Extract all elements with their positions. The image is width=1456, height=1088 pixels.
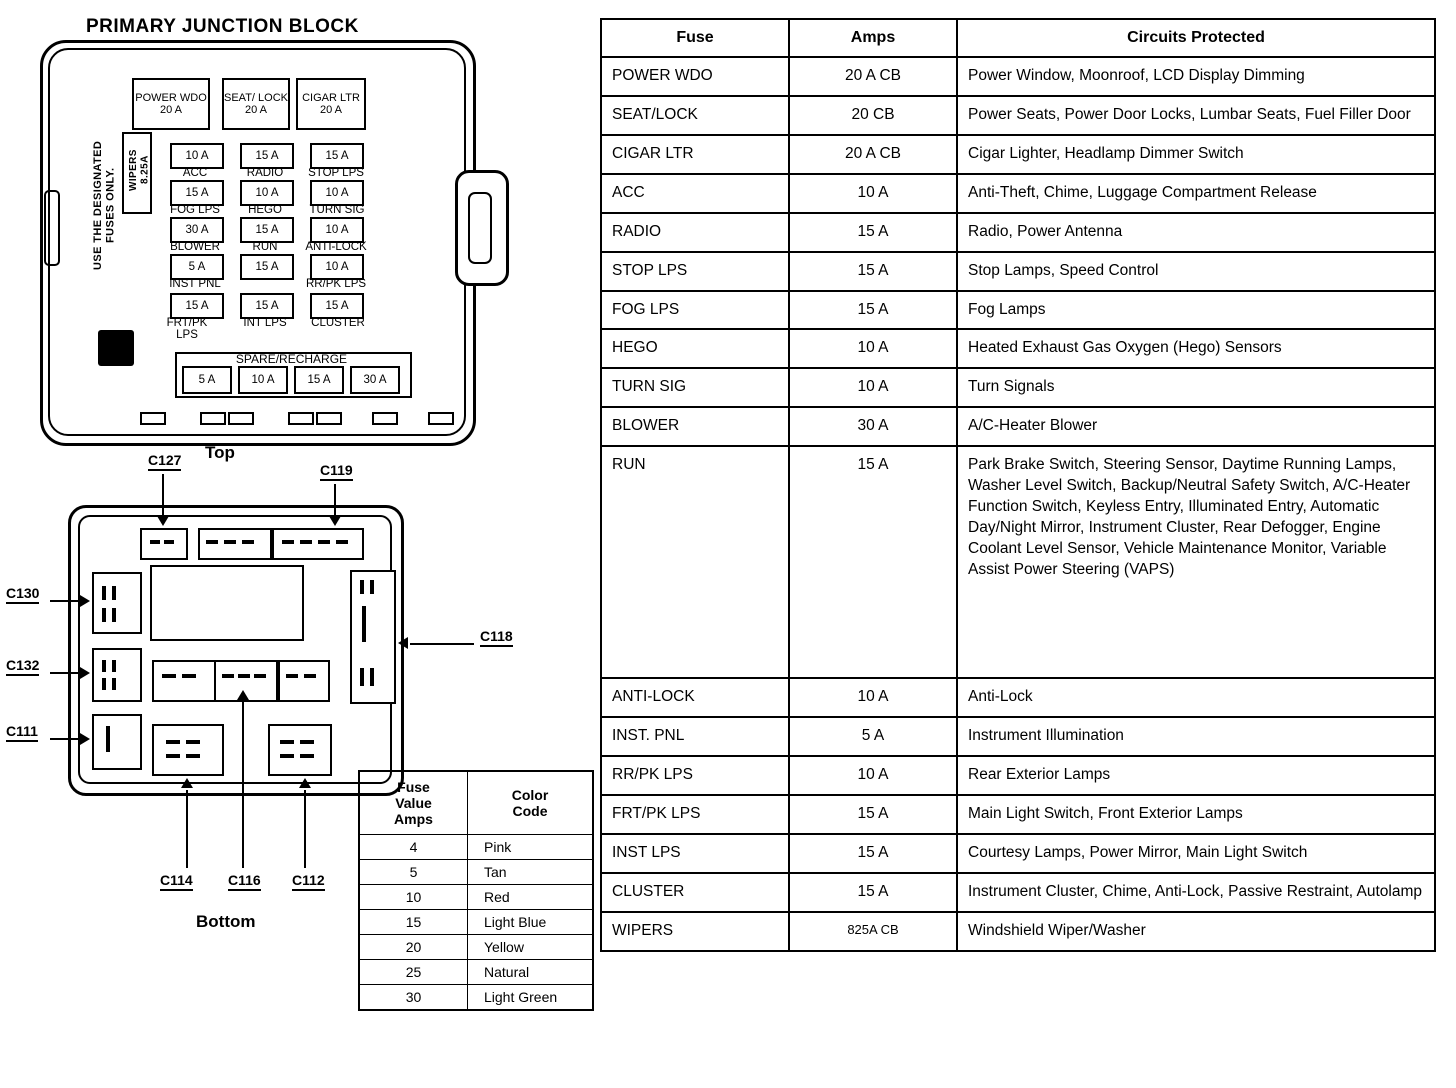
connector-label-c116: C116	[228, 872, 261, 891]
header-line: Fuse	[397, 779, 430, 795]
connector-c119-body	[272, 528, 364, 560]
connector-pin	[300, 540, 312, 544]
connector-pin	[112, 660, 116, 672]
connector-pin	[186, 740, 200, 744]
fuse-cell	[310, 143, 364, 169]
leader-line	[186, 790, 188, 868]
cell-fuse: FRT/PK LPS	[601, 795, 789, 834]
fuse-cell-amps: 15 A	[185, 186, 209, 199]
cell-fuse: ANTI-LOCK	[601, 678, 789, 717]
table-row	[359, 885, 593, 910]
cell-fuse: RR/PK LPS	[601, 756, 789, 795]
header-line: Value	[395, 795, 432, 812]
table-row	[359, 985, 593, 1011]
color-row-value: 20	[359, 935, 468, 960]
arrowhead	[157, 516, 169, 526]
fuse-cell-amps: 10 A	[255, 186, 279, 199]
cell-fuse: RUN	[601, 446, 789, 678]
color-row-value: 10	[359, 885, 468, 910]
fuse-cell-label: INT LPS	[243, 317, 287, 329]
arrowhead	[181, 778, 193, 788]
cell-fuse: INST. PNL	[601, 717, 789, 756]
connector-pin	[282, 540, 294, 544]
fuse-cell	[310, 293, 364, 319]
fuse-cell-label: HEGO	[248, 204, 282, 216]
fuse-cell	[170, 180, 224, 206]
cell-fuse: SEAT/LOCK	[601, 96, 789, 135]
cell-amps: 10 A	[789, 174, 957, 213]
cell-amps: 30 A	[789, 407, 957, 446]
fuse-cell	[240, 180, 294, 206]
cell-fuse: CIGAR LTR	[601, 135, 789, 174]
table-row	[359, 860, 593, 885]
table-row	[601, 795, 1435, 834]
connector-pin	[254, 674, 266, 678]
leader-line	[162, 474, 164, 518]
fuse-cell-amps: 30 A	[185, 223, 209, 236]
connector-pin	[362, 606, 366, 642]
connector-pin	[102, 678, 106, 690]
connector-pin	[166, 740, 180, 744]
cell-amps: 15 A	[789, 873, 957, 912]
connector-pin	[370, 580, 374, 594]
cell-circuits: Park Brake Switch, Steering Sensor, Daytime Running Lamps, Washer Level Switch, Backup/Neutral Safety Switch, A/C-Heater Function Switch, Keyless Entry, Illuminated Entry, Automatic Day/Night Mirror, Instrument Cluster, Rear Defogger, Engine Coolant Level Sensor, Vehicle Maintenance Monitor, Variable Assist Power Steering (VAPS)	[957, 446, 1435, 678]
connector-label-c114: C114	[160, 872, 193, 891]
column-header-fuse: Fuse	[601, 19, 789, 57]
connector-c132-body	[92, 648, 142, 702]
connector-pin	[112, 678, 116, 690]
fuse-circuits-table	[600, 18, 1436, 952]
primary-junction-block-diagram	[0, 0, 600, 1088]
arrowhead	[329, 516, 341, 526]
table-row	[601, 873, 1435, 912]
fuse-power-wdo-amps: 20 A	[159, 104, 183, 116]
leader-line	[242, 702, 244, 868]
junction-block-foot	[228, 412, 254, 425]
connector-pin	[280, 740, 294, 744]
cell-amps: 5 A	[789, 717, 957, 756]
connector-label-c130: C130	[6, 585, 39, 604]
cell-circuits: Stop Lamps, Speed Control	[957, 252, 1435, 291]
cell-amps: 10 A	[789, 678, 957, 717]
fuse-cell	[240, 143, 294, 169]
spare-cell-value: 15 A	[307, 374, 331, 386]
connector-label-c127: C127	[148, 452, 181, 471]
cell-fuse: FOG LPS	[601, 291, 789, 330]
color-row-color: Red	[468, 885, 594, 910]
connector-pin	[300, 740, 314, 744]
fuse-cell	[240, 254, 294, 280]
fuse-cell	[170, 217, 224, 243]
connector-c130-body	[92, 572, 142, 634]
connector-pin	[224, 540, 236, 544]
spare-cell	[350, 366, 400, 394]
connector-pin	[300, 754, 314, 758]
connector-pin	[242, 540, 254, 544]
color-row-color: Natural	[468, 960, 594, 985]
bottom-view-caption: Bottom	[196, 912, 256, 931]
leader-line	[410, 643, 474, 645]
cell-fuse: BLOWER	[601, 407, 789, 446]
cell-circuits: Anti-Theft, Chime, Luggage Compartment Release	[957, 174, 1435, 213]
connector-pin	[102, 608, 106, 622]
fuse-cell	[310, 180, 364, 206]
cell-amps: 20 A CB	[789, 57, 957, 96]
connector-pin	[336, 540, 348, 544]
cell-circuits: Cigar Lighter, Headlamp Dimmer Switch	[957, 135, 1435, 174]
table-row	[601, 57, 1435, 96]
connector-c111-body	[92, 714, 142, 770]
fuse-cell-amps: 5 A	[188, 260, 206, 273]
junction-block-foot	[140, 412, 166, 425]
color-row-value: 5	[359, 860, 468, 885]
table-row	[359, 910, 593, 935]
cell-circuits: Rear Exterior Lamps	[957, 756, 1435, 795]
arrowhead	[398, 637, 408, 649]
table-row	[601, 912, 1435, 951]
color-row-color: Yellow	[468, 935, 594, 960]
page-title: PRIMARY JUNCTION BLOCK	[86, 16, 359, 37]
cell-fuse: HEGO	[601, 329, 789, 368]
connector-pin	[304, 674, 316, 678]
junction-block-foot	[316, 412, 342, 425]
cell-circuits: A/C-Heater Blower	[957, 407, 1435, 446]
table-row	[601, 252, 1435, 291]
fuse-color-code-table	[358, 770, 594, 1011]
connector-mid-right-body	[278, 660, 330, 702]
arrowhead	[299, 778, 311, 788]
table-row	[601, 291, 1435, 330]
fuse-cell	[240, 217, 294, 243]
table-header-row	[601, 19, 1435, 57]
arrowhead	[80, 595, 90, 607]
arrowhead	[80, 667, 90, 679]
fuse-cell-amps: 10 A	[185, 149, 209, 162]
fuse-cell-label: INST PNL	[169, 278, 221, 290]
fuse-cell-label: RR/PK LPS	[305, 278, 367, 290]
connector-label-c111: C111	[6, 723, 38, 742]
header-line: Amps	[394, 811, 433, 828]
leader-line	[50, 738, 82, 740]
connector-pin	[106, 726, 110, 752]
table-row	[601, 678, 1435, 717]
connector-pin	[186, 754, 200, 758]
bottom-center-plate	[150, 565, 304, 641]
cell-fuse: INST LPS	[601, 834, 789, 873]
connector-c114-body	[152, 724, 224, 776]
cell-circuits: Fog Lamps	[957, 291, 1435, 330]
arrowhead	[237, 690, 249, 700]
spare-cell-value: 30 A	[363, 374, 387, 386]
connector-label-c118: C118	[480, 628, 513, 647]
cell-amps: 15 A	[789, 795, 957, 834]
cell-circuits: Turn Signals	[957, 368, 1435, 407]
connector-pin	[112, 586, 116, 600]
connector-mid-left-body	[152, 660, 216, 702]
connector-pin	[286, 674, 298, 678]
color-row-value: 15	[359, 910, 468, 935]
connector-label-c119: C119	[320, 462, 353, 481]
header-line: Code	[512, 803, 548, 820]
color-row-color: Tan	[468, 860, 594, 885]
cell-amps: 15 A	[789, 446, 957, 678]
arrowhead	[80, 733, 90, 745]
fuse-cell-label: ACC	[182, 167, 208, 179]
connector-label-c112: C112	[292, 872, 325, 891]
column-header-amps: Amps	[789, 19, 957, 57]
spare-cell	[294, 366, 344, 394]
cell-circuits: Instrument Cluster, Chime, Anti-Lock, Passive Restraint, Autolamp	[957, 873, 1435, 912]
fuse-cell-amps: 10 A	[325, 260, 349, 273]
color-row-value: 25	[359, 960, 468, 985]
color-row-color: Pink	[468, 835, 594, 860]
top-view-caption: Top	[205, 443, 235, 462]
cell-circuits: Power Seats, Power Door Locks, Lumbar Seats, Fuel Filler Door	[957, 96, 1435, 135]
connector-pin	[206, 540, 218, 544]
cell-circuits: Main Light Switch, Front Exterior Lamps	[957, 795, 1435, 834]
junction-block-foot	[288, 412, 314, 425]
table-row	[601, 407, 1435, 446]
junction-block-foot	[372, 412, 398, 425]
fuse-cell-amps: 15 A	[325, 299, 349, 312]
connector-c112-body	[268, 724, 332, 776]
fuse-cell-amps: 15 A	[255, 260, 279, 273]
fuse-cell-label: RADIO	[246, 167, 284, 179]
cell-circuits: Heated Exhaust Gas Oxygen (Hego) Sensors	[957, 329, 1435, 368]
spare-cell	[238, 366, 288, 394]
cell-circuits: Courtesy Lamps, Power Mirror, Main Light Switch	[957, 834, 1435, 873]
table-row	[359, 960, 593, 985]
fuse-seat-lock-label: SEAT/ LOCK	[224, 92, 288, 105]
cell-circuits: Instrument Illumination	[957, 717, 1435, 756]
fuse-cell	[170, 293, 224, 319]
connector-pin	[102, 660, 106, 672]
table-row	[601, 368, 1435, 407]
connector-pin	[360, 668, 364, 686]
fuse-cell-label: ANTI-LOCK	[305, 241, 367, 253]
fuse-cell	[240, 293, 294, 319]
leader-line	[50, 600, 82, 602]
fuse-cigar-ltr-amps: 20 A	[319, 104, 343, 116]
fuse-cell-label: TURN SIG	[309, 204, 365, 216]
table-row	[601, 717, 1435, 756]
cell-fuse: TURN SIG	[601, 368, 789, 407]
spare-cell	[182, 366, 232, 394]
wipers-fuse-label: WIPERS 8.25A	[128, 149, 151, 191]
junction-block-left-slot	[44, 190, 60, 266]
connector-pin	[164, 540, 174, 544]
connector-pin	[162, 674, 176, 678]
column-header-circuits: Circuits Protected	[957, 19, 1435, 57]
table-header-row	[359, 771, 593, 835]
table-row	[601, 96, 1435, 135]
connector-label-c132: C132	[6, 657, 39, 676]
connector-pin	[222, 674, 234, 678]
junction-block-connector-block	[98, 330, 134, 366]
cell-amps: 15 A	[789, 252, 957, 291]
fuse-cell-label: BLOWER	[170, 241, 220, 253]
cell-circuits: Radio, Power Antenna	[957, 213, 1435, 252]
cell-amps: 15 A	[789, 213, 957, 252]
fuse-cell-amps: 15 A	[185, 299, 209, 312]
cell-circuits: Power Window, Moonroof, LCD Display Dimming	[957, 57, 1435, 96]
junction-block-right-tab-slot	[468, 192, 492, 264]
cell-fuse: ACC	[601, 174, 789, 213]
color-row-color: Light Blue	[468, 910, 594, 935]
table-row	[601, 329, 1435, 368]
table-row	[359, 835, 593, 860]
cell-circuits: Anti-Lock	[957, 678, 1435, 717]
fuse-cell	[310, 254, 364, 280]
fuse-cell-amps: 10 A	[325, 223, 349, 236]
connector-pin	[102, 586, 106, 600]
cell-fuse: STOP LPS	[601, 252, 789, 291]
table-row	[601, 756, 1435, 795]
connector-pin	[360, 580, 364, 594]
fuse-cell-amps: 15 A	[255, 149, 279, 162]
cell-amps: 825A CB	[789, 912, 957, 951]
connector-pin	[112, 608, 116, 622]
cell-amps: 10 A	[789, 756, 957, 795]
fuse-cell-amps: 15 A	[325, 149, 349, 162]
table-row	[601, 446, 1435, 678]
fuse-cell	[310, 217, 364, 243]
color-row-value: 30	[359, 985, 468, 1011]
fuse-cell-label: RUN	[252, 241, 278, 253]
cell-fuse: POWER WDO	[601, 57, 789, 96]
fuse-cell-label: FRT/PK LPS	[166, 317, 208, 342]
color-row-color: Light Green	[468, 985, 594, 1011]
connector-top-mid-body	[198, 528, 272, 560]
spare-cell-value: 10 A	[251, 374, 275, 386]
leader-line	[50, 672, 82, 674]
connector-pin	[150, 540, 160, 544]
cell-amps: 15 A	[789, 291, 957, 330]
spare-recharge-label: SPARE/RECHARGE	[235, 352, 348, 366]
fuse-cell-label: CLUSTER	[311, 317, 365, 329]
connector-pin	[166, 754, 180, 758]
junction-block-foot	[200, 412, 226, 425]
table-row	[359, 935, 593, 960]
cell-amps: 20 CB	[789, 96, 957, 135]
table-row	[601, 174, 1435, 213]
connector-pin	[280, 754, 294, 758]
fuse-power-wdo	[132, 78, 210, 130]
fuse-cell	[170, 254, 224, 280]
cell-fuse: WIPERS	[601, 912, 789, 951]
fuse-cell-label: STOP LPS	[308, 167, 364, 179]
cell-fuse: RADIO	[601, 213, 789, 252]
color-row-value: 4	[359, 835, 468, 860]
fuse-cell-label: FOG LPS	[170, 204, 220, 216]
connector-pin	[238, 674, 250, 678]
fuse-cigar-ltr	[296, 78, 366, 130]
table-row	[601, 213, 1435, 252]
cell-amps: 10 A	[789, 368, 957, 407]
cell-amps: 15 A	[789, 834, 957, 873]
fuse-seat-lock-amps: 20 A	[244, 104, 268, 116]
leader-line	[304, 790, 306, 868]
connector-c127-body	[140, 528, 188, 560]
color-table-header-value	[359, 771, 468, 835]
use-designated-fuses-note: USE THE DESIGNATED FUSES ONLY.	[92, 140, 117, 270]
cell-fuse: CLUSTER	[601, 873, 789, 912]
cell-amps: 20 A CB	[789, 135, 957, 174]
fuse-cell-amps: 15 A	[255, 223, 279, 236]
leader-line	[334, 484, 336, 518]
table-row	[601, 834, 1435, 873]
fuse-cell-amps: 15 A	[255, 299, 279, 312]
connector-pin	[318, 540, 330, 544]
fuse-cell	[170, 143, 224, 169]
connector-pin	[182, 674, 196, 678]
fuse-circuits-table-wrapper	[600, 18, 1438, 952]
cell-amps: 10 A	[789, 329, 957, 368]
fuse-cell-amps: 10 A	[325, 186, 349, 199]
header-line: Color	[511, 787, 549, 804]
cell-circuits: Windshield Wiper/Washer	[957, 912, 1435, 951]
connector-pin	[370, 668, 374, 686]
spare-cell-value: 5 A	[198, 374, 216, 386]
fuse-seat-lock	[222, 78, 290, 130]
fuse-cigar-ltr-label: CIGAR LTR	[302, 92, 360, 105]
junction-block-foot	[428, 412, 454, 425]
color-table-header-color	[468, 771, 594, 835]
table-row	[601, 135, 1435, 174]
fuse-power-wdo-label: POWER WDO	[135, 92, 207, 105]
